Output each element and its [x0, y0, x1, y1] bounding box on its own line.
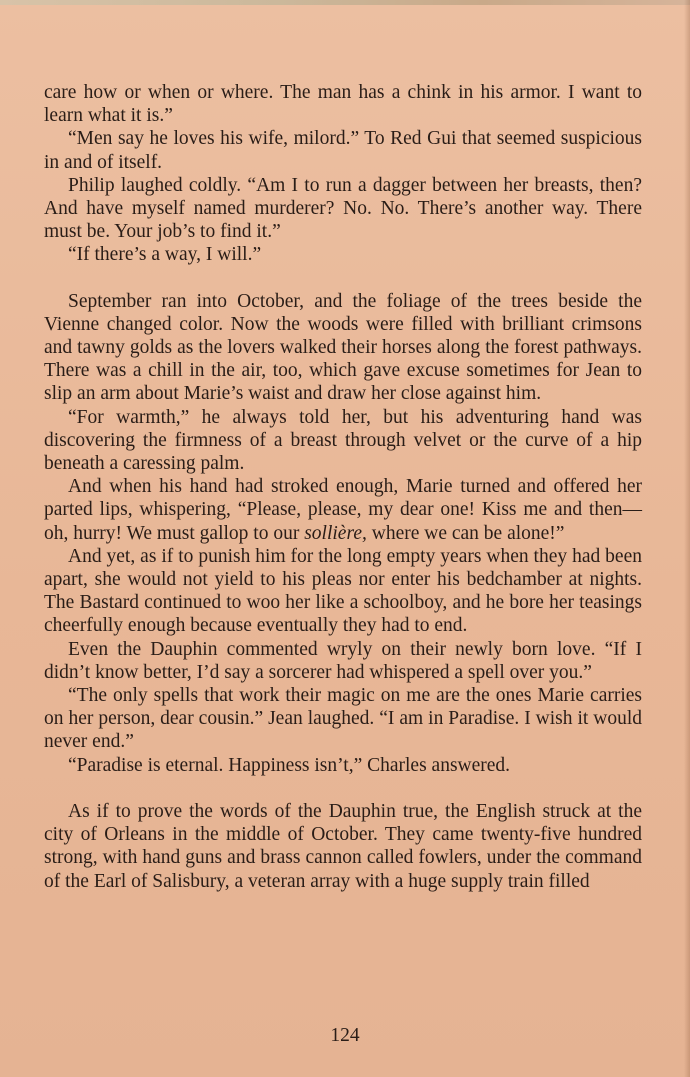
paragraph: “The only spells that work their magic on me are the ones Marie carries on her person, dear cousin.” Jean laughed. “I am in Paradise. I wish it would never end.” — [44, 685, 642, 753]
paragraph: “Paradise is eternal. Happiness isn’t,” Charles answered. — [68, 754, 511, 776]
paragraph: September ran into October, and the foliage of the trees beside the Vienne changed color. Now the woods were filled with brilliant crimsons and tawny golds as the lovers walked their horses along the forest pathways. There was a chill in the air, too, which gave excuse sometimes for Jean to slip an arm about Marie’s waist and draw her close against him. — [44, 290, 642, 405]
paragraph: Even the Dauphin commented wryly on their newly born love. “If I didn’t know better, I’d say a sorcerer had whispered a spell over you.” — [44, 638, 642, 683]
paragraph-text: And when his hand had stroked enough, Marie turned and offered her parted lips, whispering, “Please, please, my dear one! Kiss me and then—oh, hurry! We must gallop to our — [44, 476, 642, 544]
paragraph: “Men say he loves his wife, milord.” To Red Gui that seemed suspicious in and of itself. — [44, 128, 642, 173]
body-text — [44, 81, 642, 893]
paragraph: “For warmth,” he always told her, but his adventuring hand was discovering the firmness of a breast through velvet or the curve of a hip beneath a caressing palm. — [44, 406, 642, 475]
paragraph: Philip laughed coldly. “Am I to run a dagger between her breasts, then? And have myself named murderer? No. No. There’s another way. There must be. Your job’s to find it.” — [44, 174, 642, 243]
page-number: 124 — [330, 1025, 360, 1046]
paragraph: And yet, as if to punish him for the long empty years when they had been apart, she would not yield to his pleas nor enter his bedchamber at nights. The Bastard continued to woo her like a schoolboy, and he bore her teasings cheerfully enough because eventually they had to end. — [44, 545, 642, 637]
paragraph: As if to prove the words of the Dauphin true, the English struck at the city of Orleans in the middle of October. They came twenty-five hundred strong, with hand guns and brass cannon called fowlers, under the command of the Earl of Salisbury, a veteran array with a huge supply train filled — [44, 800, 642, 892]
paragraph — [44, 475, 642, 545]
paragraph: “If there’s a way, I will.” — [68, 244, 262, 266]
paragraph-text: where we can be alone!” — [366, 522, 565, 544]
page-right-edge — [684, 0, 690, 1077]
page-top-edge — [0, 0, 690, 5]
paragraph: care how or when or where. The man has a chink in his armor. I want to learn what it is.” — [44, 82, 642, 127]
italic-word: sollière, — [304, 522, 367, 544]
